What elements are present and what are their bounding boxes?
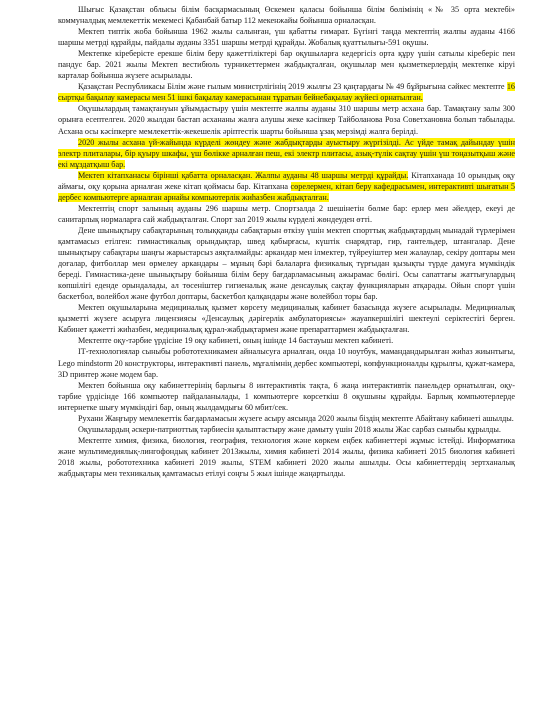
paragraph-medical-office xyxy=(58,302,515,335)
paragraph-it-class xyxy=(58,346,515,379)
paragraph-library xyxy=(58,170,515,203)
paragraph-text: Кітапханада 10 орындық оқу аймағы, оқу қорына арналған жеке кітап қоймасы бар. Кітапхана xyxy=(58,170,516,191)
paragraph-interactive-boards xyxy=(58,380,515,413)
paragraph-text: Мектеп оқушыларына медициналық қызмет көрсету медициналық кабинет базасында жүзеге асырылады. Медициналық қызметті жүзеге асыруға лицензиясы «Денсаулық дәрігерлік амбулаториясы» жауапкершілігі шектеулі серіктестігі берген. Кабинет қажетті жиһазбен, медициналық құрал-жабдықтармен және препараттармен жабдықталған. xyxy=(58,303,515,335)
paragraph-text: Рухани Жаңғыру мемлекеттік бағдарламасын жүзеге асыру аясында 2020 жылы біздің мектепте Абайтану кабинеті ашылды. xyxy=(78,413,514,423)
paragraph-young-soldier xyxy=(58,424,515,435)
paragraph-video-surveillance xyxy=(58,81,515,103)
paragraph-abai-cabinet xyxy=(58,413,515,424)
paragraph-sports-equipment xyxy=(58,225,515,302)
paragraph-text: Шығыс Қазақстан облысы білім басқармасының Өскемен қаласы бойынша білім бөлімінің «№ 35 орта мектебі» коммуналдық мемлекеттік мекемесі Қабанбай батыр 112 мекенжайы бойынша орналасқан. xyxy=(58,5,515,26)
paragraph-sports-hall xyxy=(58,203,515,225)
highlighted-text: сөрелермен, кітап беру кафедрасымен, интерактивті шығатын 5 дербес компьютерге арналған арнайы компьютерлік жиһазбен жабдықталған. xyxy=(58,181,516,202)
paragraph-text: Дене шынықтыру сабақтарының толыққанды сабақтарын өткізу үшін мектеп спорттық жабдықтардың мынадай түрлерімен қамтамасыз етілген: гимнастикалық орындықтар, швед қабырғасы, күштік снарядтар, гир, гантельдер, штангалар. Дене шынықтыру сабақтары шаңғы жарыстарсыз аяқталмайды: аркандар мен ілмектер, түйреуіштер мен жалаулар, секіру доптары мен доғалар, фитболлар мен өрмелеу аркандары – мұның бәрі балаларға физикалық түрғыдан қызықты түрде дамуға мүмкіндік береді. Гимнастика-дене шынықтыру бойынша білім беру бағдарламасының ажырамас бөлігі. Осы сапаттағы жаттығулардың көпшілігі еденде орындалады, ал төсеніштер гигиеналық және денсаулық сақтау функцияларын атқарады. Ойын спорт үшін баскетбол, волейбол және футбол доптары, баскетбол қалқандары және волейбол торы бар. xyxy=(58,225,515,302)
paragraph-text: Қазақстан Республикасы Білім және ғылым министрлігінің 2019 жылғы 23 қаңтардағы № 49 бұйрығына сәйкес мектепте xyxy=(78,82,505,92)
paragraph-text: Оқушылардың тамақтануын ұйымдастыру үшін мектепте жалпы ауданы 310 шаршы метр асхана бар. Тамақтану залы 300 орынға есептелген. 2020 жылдан бастап асхананы жалға алушы жеке кәсіпкер Тайболанова Роза Советхановна болып табылады. Асхана осы кәсіпкерге мемлекеттік-жекешелік әріптестік шарты бойынша ұзақ мерзімді жалға берілді. xyxy=(58,104,515,136)
paragraph-text: Мектеп бойынша оқу кабинеттерінің барлығы 8 интерактивтік тақта, 6 жаңа интерактивтік панельдер орнатылған, оқу-тәрбие үрдісінде 166 компьютер пайдаланылады, 1 компьютерге көрсеткіш 8 оқушыны құрайды. Барлық компьютерлерде интернетке шығу мүмкіндігі бар, оның жылдамдығы 60 мбит/сек. xyxy=(58,380,515,412)
paragraph-canteen-renovation xyxy=(58,137,515,170)
paragraph-canteen xyxy=(58,103,515,136)
paragraph-building-area xyxy=(58,26,515,48)
highlighted-text: 2020 жылы асхана үй-жайында күрделі жөндеу және жабдықтарды ауыстыру жүргізілді. Ас үйде тамақ дайындау үшін электр плиталары, бір қуыру шкафы, үш бөлікке арналған пеш, екі электр плитасы, азық-түлік сақтау үшін үш тоңазытқыш және екі мұздатқыш бар. xyxy=(58,137,515,169)
paragraph-subject-labs xyxy=(58,435,515,479)
paragraph-text: Мектеп типтік жоба бойынша 1962 жылы салынған, үш қабатты ғимарат. Бүгінгі таңда мектептің жалпы ауданы 4166 шаршы метрді құрайды, пайдалы ауданы 3351 шаршы метрді құрайды. Жобалық қуаттылығы-591 оқушы. xyxy=(58,27,515,48)
paragraph-text: Мектепте химия, физика, биология, география, технология және көркем еңбек кабинеттері жұмыс істейді. Информатика және мультимедиялық-лингофондық кабинет 2013жылы, химия кабинеті 2014 жылы, физика кабинеті 2015 биология кабинеті 2018 жылы, робототехника кабинеті 2019 жылы, STEM кабинеті 2020 жылы ашылды. Осы кабинеттердің зертханалық жабдықтары мен техникалық қамтамасыз етілуі соңғы 5 жыл ішінде жаңартылды. xyxy=(58,435,515,478)
paragraph-text: ІТ-технологиялар сыныбы робототехникамен айналысуға арналған, онда 10 ноутбук, мамандандырылған жиһаз жиынтығы, Lego mindstorm 20 конструкторы, интерактивті панель, мұғалімнің дербес компьютері, көпфункционалды құрылғы, құжат-камера, 3D принтер және модем бар. xyxy=(58,347,515,379)
paragraph-text: Мектепте оқу-тәрбие үрдісіне 19 оқу кабинеті, оның ішінде 14 бастауыш мектеп кабинеті. xyxy=(78,336,394,346)
paragraph-text: Оқушылардың әскери-патриоттық тәрбиесін қалыптастыру және дамыту үшін 2018 жылы Жас сарбаз сыныбы құрылды. xyxy=(78,424,501,434)
paragraph-classrooms xyxy=(58,335,515,346)
paragraph-text: Мектептің спорт залының ауданы 296 шаршы метр. Спортзалда 2 шешінетін бөлме бар: ерлер мен әйелдер, екеуі де санитарлық нормаларға сай жабдықталған. Спорт зал 2019 жылы күрделі жөндеуден өтті. xyxy=(58,203,515,224)
paragraph-entrance-ramp xyxy=(58,48,515,81)
highlighted-text: 16 сыртқы бақылау камерасы мен 51 ішкі бақылау камерасынан тұратын бейнебақылау жүйесі орнатылған. xyxy=(58,82,516,103)
paragraph-school-location xyxy=(58,4,515,26)
paragraph-text: Мектепке кіреберісте ерекше білім беру қажеттіліктері бар оқушыларға кедергісіз орта құру үшін сатылы кіреберіс пен пандус бар. 2021 жылы Мектеп вестибюль турникеттермен жабдықталған, оқушылар мен қызметкерлердің мектепке кіруі карталар бойынша жүзеге асырылады. xyxy=(58,49,515,81)
highlighted-text: Мектеп кітапханасы бірінші қабатта орналасқан. Жалпы ауданы 48 шаршы метрді құрайды. xyxy=(78,170,409,180)
